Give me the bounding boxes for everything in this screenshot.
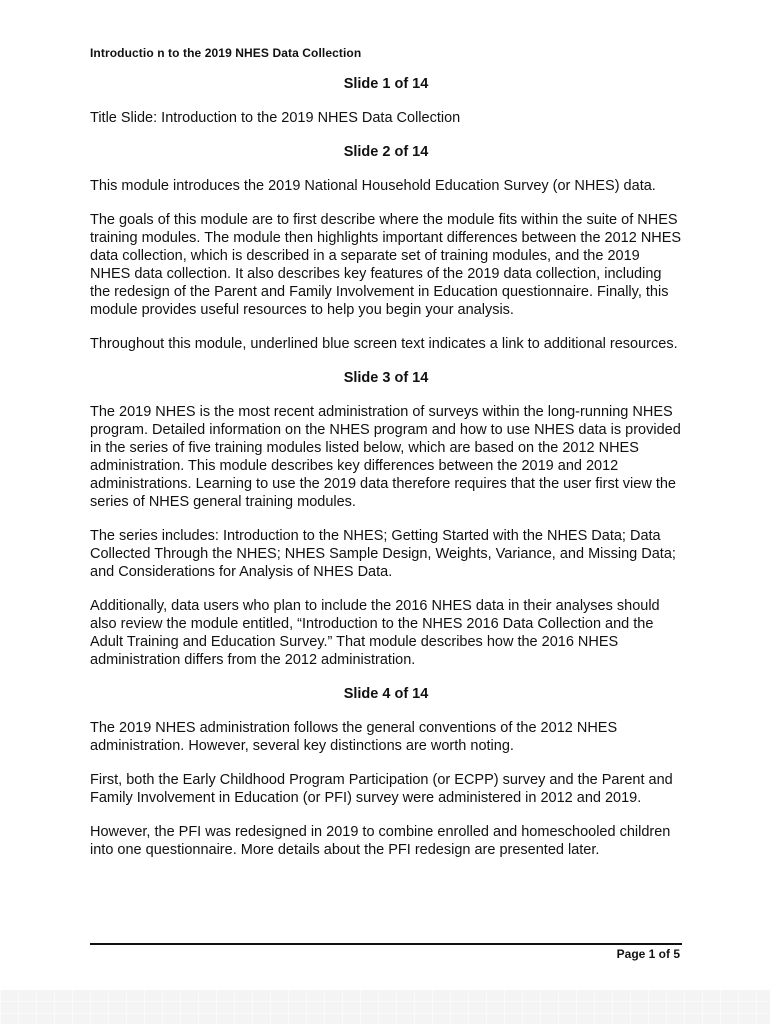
paragraph: This module introduces the 2019 National Household Education Survey (or NHES) data. [90,178,656,194]
page-number: Page 1 of 5 [616,947,680,961]
slide-heading: Slide 1 of 14 [343,76,429,92]
slide-heading: Slide 2 of 14 [343,144,429,160]
document-body [90,75,682,875]
paragraph: First, both the Early Childhood Program Participation (or ECPP) survey and the Parent and Family Involvement in Education (or PFI) survey were administered in 2012 and 2019. [90,772,673,806]
viewer-background-strip [0,990,770,1024]
paragraph: Additionally, data users who plan to include the 2016 NHES data in their analyses should also review the module entitled, “Introduction to the NHES 2016 Data Collection and the Adult Training and Education Survey.” That module describes how the 2016 NHES administration differs from the 2012 administration. [90,598,660,668]
paragraph: The 2019 NHES administration follows the general conventions of the 2012 NHES administration. However, several key distinctions are worth noting. [90,720,618,754]
paragraph: However, the PFI was redesigned in 2019 to combine enrolled and homeschooled children into one questionnaire. More details about the PFI redesign are presented later. [90,824,671,858]
paragraph: Throughout this module, underlined blue screen text indicates a link to additional resources. [90,336,678,352]
running-header: Introductio n to the 2019 NHES Data Collection [90,46,362,60]
slide-heading: Slide 4 of 14 [343,686,429,702]
slide-heading: Slide 3 of 14 [343,370,429,386]
paragraph: The series includes: Introduction to the NHES; Getting Started with the NHES Data; Data Collected Through the NHES; NHES Sample Design, Weights, Variance, and Missing Data; and Considerations for Analysis of NHES Data. [90,528,676,580]
paragraph: The goals of this module are to first describe where the module fits within the suite of NHES training modules. The module then highlights important differences between the 2012 NHES data collection, which is described in a separate set of training modules, and the 2019 NHES data collection. It also describes key features of the 2019 data collection, including the redesign of the Parent and Family Involvement in Education questionnaire. Finally, this module provides useful resources to help you begin your analysis. [90,212,682,318]
paragraph: Title Slide: Introduction to the 2019 NHES Data Collection [90,110,461,126]
footer-divider [90,943,682,945]
paragraph: The 2019 NHES is the most recent administration of surveys within the long-running NHES program. Detailed information on the NHES program and how to use NHES data is provided in the series of five training modules listed below, which are based on the 2012 NHES administration. This module describes key differences between the 2019 and 2012 administrations. Learning to use the 2019 data therefore requires that the user first view the series of NHES general training modules. [90,404,681,510]
